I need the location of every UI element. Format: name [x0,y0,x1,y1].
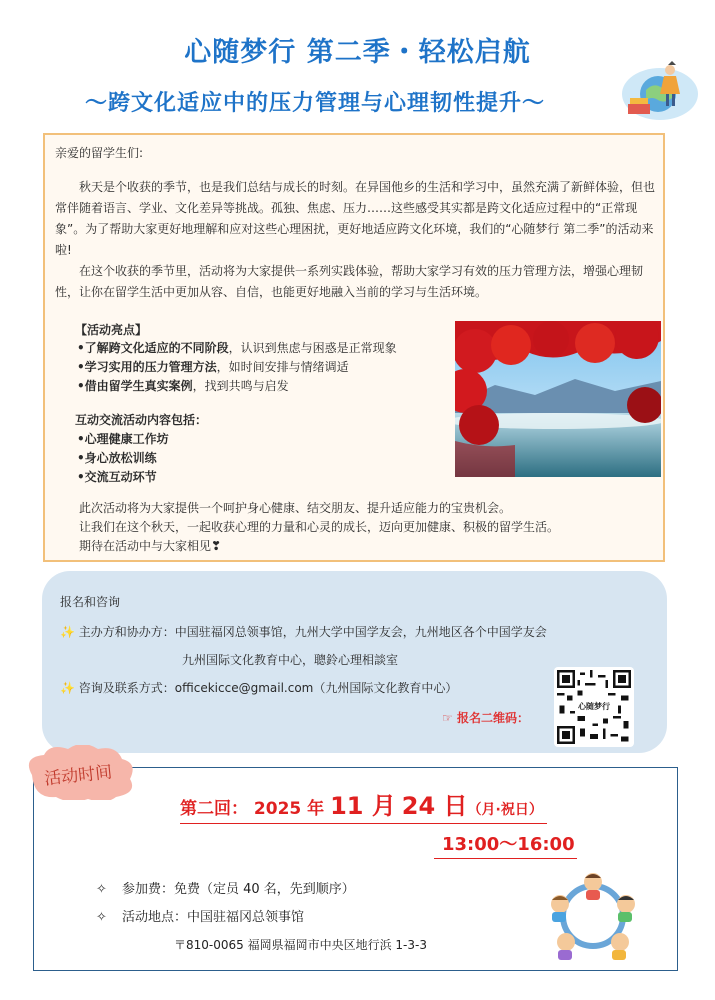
bullet-icon: ✧ [96,910,107,925]
highlight-item: •学习实用的压力管理方法，如时间安排与情绪调适 [77,360,349,374]
closing-line: 期待在活动中与大家相见❣ [79,539,222,553]
event-time-badge [18,745,138,800]
girl-on-globe-illustration [620,60,700,122]
sparkle-icon: ✨ [60,625,75,639]
interactive-item: •交流互动环节 [77,470,157,484]
event-fee: ✧ 参加费：免费（定员 40 名，先到顺序） [96,882,355,897]
event-address: 〒810-0065 福岡県福岡市中央区地行浜 1-3-3 [174,938,427,952]
interactive-item: •心理健康工作坊 [77,432,169,446]
registration-heading: 报名和咨询 [60,595,121,609]
highlight-item: •借由留学生真实案例，找到共鸣与启发 [77,379,289,393]
event-time: 13:00～16:00 [434,830,577,859]
qr-code[interactable] [554,667,634,747]
pointing-hand-icon: ☞ [442,711,457,725]
bullet-icon: ✧ [96,882,107,897]
badge-label: 活动时间 [43,762,114,790]
contact-line: ✨ 咨询及联系方式：officekicce@gmail.com（九州国际文化教育中心） [60,681,458,695]
letter-paragraph-1: 秋天是个收获的季节，也是我们总结与成长的时刻。在异国他乡的生活和学习中，虽然充满了新鲜体验，但也常伴随着语言、学业、文化差异等挑战。孤独、焦虑、压力……这些感受其实都是跨文化适应过程中的“正常现象”。为了帮助大家更好地理解和应对这些心理困扰，更好地适应跨文化环境，我们的“心随梦行 第二季”的活动来啦! [55,180,656,257]
highlights-title: 【活动亮点】 [75,323,148,337]
closing-line: 让我们在这个秋天，一起收获心理的力量和心灵的成长，迈向更加健康、积极的留学生活。 [79,520,560,534]
page-subtitle: ～跨文化适应中的压力管理与心理韧性提升～ [84,91,545,116]
qr-label: ☞ 报名二维码： [442,711,529,725]
organizers-line-2: 九州国际文化教育中心，聰鈴心理相談室 [182,653,399,667]
page-title: 心随梦行 第二季・轻松启航 [184,37,531,68]
event-venue: ✧ 活动地点：中国驻福冈总领事馆 [96,910,305,925]
organizers-line: ✨ 主办方和协办方：中国驻福冈总领事馆，九州大学中国学友会，九州地区各个中国学友会 [60,625,547,639]
sparkle-icon: ✨ [60,681,75,695]
contact-email[interactable]: officekicce@gmail.com（九州国际文化教育中心） [174,681,458,695]
highlight-item: •了解跨文化适应的不同阶段，认识到焦虑与困惑是正常现象 [77,341,397,355]
registration-panel [42,571,667,753]
letter-greeting: 亲爱的留学生们: [55,146,144,160]
closing-line: 此次活动将为大家提供一个呵护身心健康、结交朋友、提升适应能力的宝贵机会。 [79,501,512,515]
red-maple-lake-photo [455,321,661,477]
interactive-title: 互动交流活动内容包括： [75,413,208,427]
letter-paragraph-2: 在这个收获的季节里，活动将为大家提供一系列实践体验，帮助大家学习有效的压力管理方法，增强心理韧性，让你在留学生活中更加从容、自信，也能更好地融入当前的学习与生活环境。 [55,264,644,299]
event-date: 第二回： 2025 年 11 月 24 日（月·祝日） [180,786,547,824]
children-circle-illustration [546,870,641,962]
interactive-item: •身心放松训练 [77,451,157,465]
qr-center-text: 心随梦行 [578,702,610,711]
letter-panel [43,133,665,562]
